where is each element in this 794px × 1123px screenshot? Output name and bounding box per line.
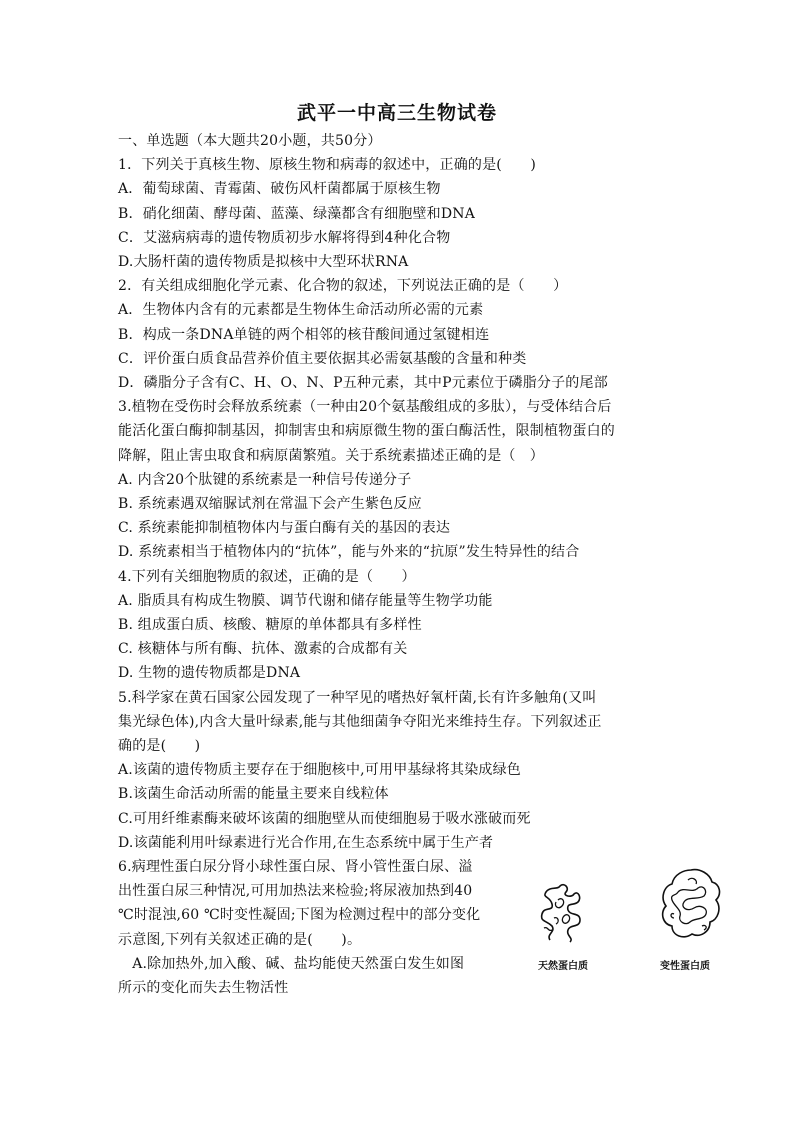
denatured-protein-label: 变性蛋白质 xyxy=(660,961,710,972)
text-line: C．评价蛋白质食品营养价值主要依据其必需氨基酸的含量和种类 xyxy=(118,350,527,367)
text-line: D.大肠杆菌的遗传物质是拟核中大型环状RNA xyxy=(118,254,409,270)
text-line: A. 内含20个肽键的系统素是一种信号传递分子 xyxy=(118,471,412,488)
text-line: C.可用纤维素酶来破坏该菌的细胞壁从而使细胞易于吸水涨破而死 xyxy=(118,810,531,827)
text-line: 所示的变化而失去生物活性 xyxy=(118,980,289,996)
text-line: 示意图,下列有关叙述正确的是( )。 xyxy=(118,931,362,948)
text-line: C. 核糖体与所有酶、抗体、激素的合成都有关 xyxy=(118,641,408,658)
text-line: D.该菌能利用叶绿素进行光合作用,在生态系统中属于生产者 xyxy=(118,834,494,851)
text-line: A.该菌的遗传物质主要存在于细胞核中,可用甲基绿将其染成绿色 xyxy=(118,762,522,779)
text-line: 降解，阻止害虫取食和病原菌繁殖。关于系统素描述正确的是（ ） xyxy=(118,447,544,464)
text-line: A.除加热外,加入酸、碱、盐均能使天然蛋白发生如图 xyxy=(118,955,465,972)
text-line: 集光绿色体),内含大量叶绿素,能与其他细菌争夺阳光来维持生存。下列叙述正 xyxy=(118,713,602,730)
text-line: D. 生物的遗传物质都是DNA xyxy=(118,665,301,682)
text-line: B．硝化细菌、酵母菌、蓝藻、绿藻都含有细胞壁和DNA xyxy=(118,205,476,222)
text-line: C．艾滋病病毒的遗传物质初步水解将得到4种化合物 xyxy=(118,229,451,246)
text-line: A. 脂质具有构成生物膜、调节代谢和储存能量等生物学功能 xyxy=(118,592,493,609)
text-line: 一、单选题（本大题共20小题，共50分） xyxy=(118,133,382,149)
text-line: B. 系统素遇双缩脲试剂在常温下会产生紫色反应 xyxy=(118,496,422,512)
text-line: 确的是( ) xyxy=(118,738,201,754)
text-line: 5.科学家在黄石国家公园发现了一种罕见的嗜热好氧杆菌,长有许多触角(又叫 xyxy=(118,689,597,706)
text-line: B. 组成蛋白质、核酸、糖原的单体都具有多样性 xyxy=(118,617,422,633)
text-line: D．磷脂分子含有C、H、O、N、P五种元素，其中P元素位于磷脂分子的尾部 xyxy=(118,375,608,391)
text-line: 3.植物在受伤时会释放系统素（一种由20个氨基酸组成的多肽），与受体结合后 xyxy=(118,399,612,416)
text-line: B．构成一条DNA单链的两个相邻的核苷酸间通过氢键相连 xyxy=(118,326,490,343)
text-line: B.该菌生命活动所需的能量主要来自线粒体 xyxy=(118,786,389,803)
page-title: 武平一中高三生物试卷 xyxy=(296,102,497,124)
text-line: ℃时混浊,60 ℃时变性凝固;下图为检测过程中的部分变化 xyxy=(118,907,481,924)
text-line: 能活化蛋白酶抑制基因，抑制害虫和病原微生物的蛋白酶活性，限制植物蛋白的 xyxy=(118,423,615,440)
text-line: 1．下列关于真核生物、原核生物和病毒的叙述中，正确的是( ) xyxy=(118,157,537,174)
text-line: 出性蛋白尿三种情况,可用加热法来检验;将尿液加热到40 xyxy=(118,883,473,900)
text-line: C. 系统素能抑制植物体内与蛋白酶有关的基因的表达 xyxy=(118,520,451,537)
native-protein-label: 天然蛋白质 xyxy=(538,961,588,972)
denatured-protein-figure xyxy=(658,866,724,942)
native-protein-figure xyxy=(536,882,586,944)
text-line: A．生物体内含有的元素都是生物体生命活动所必需的元素 xyxy=(118,302,484,319)
text-line: D. 系统素相当于植物体内的“抗体”，能与外来的“抗原”发生特异性的结合 xyxy=(118,544,580,561)
text-line: A．葡萄球菌、青霉菌、破伤风杆菌都属于原核生物 xyxy=(118,181,441,198)
text-line: 4.下列有关细胞物质的叙述，正确的是（ ） xyxy=(118,568,416,585)
text-line: 2．有关组成细胞化学元素、化合物的叙述，下列说法正确的是（ ） xyxy=(118,278,568,295)
text-line: 6.病理性蛋白尿分肾小球性蛋白尿、肾小管性蛋白尿、溢 xyxy=(118,859,473,875)
